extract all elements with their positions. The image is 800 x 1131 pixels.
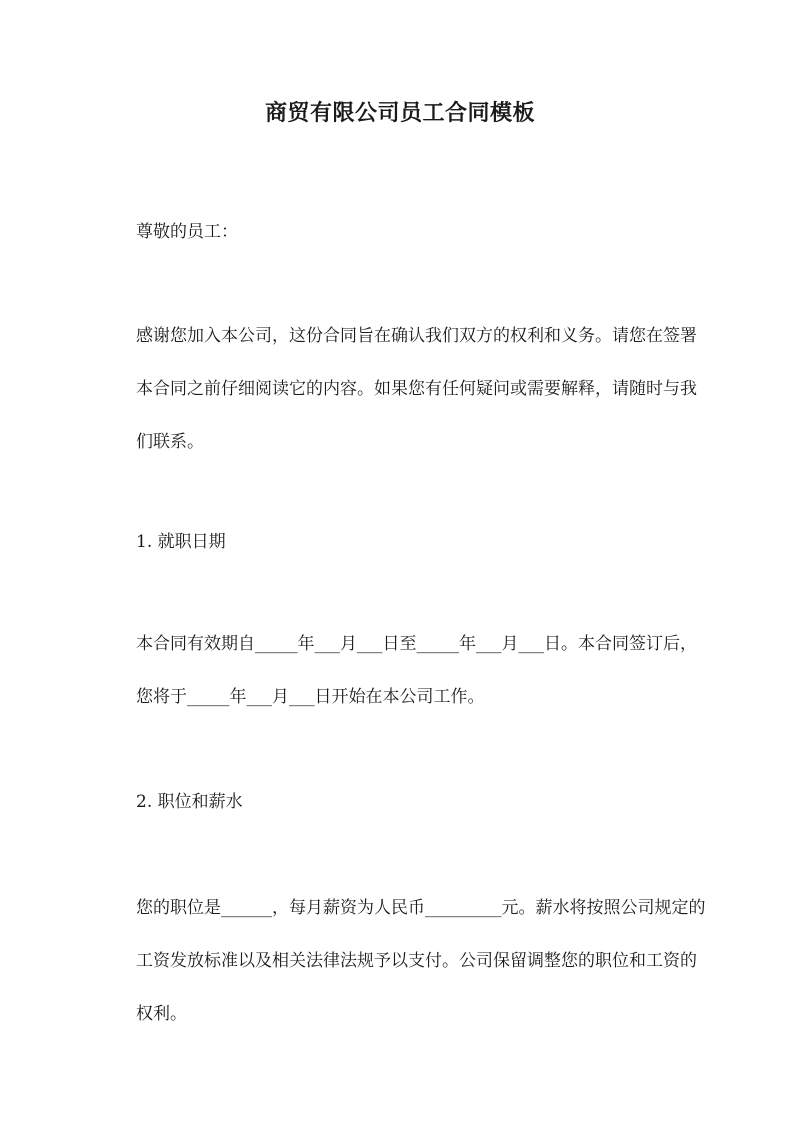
intro-paragraph: 感谢您加入本公司，这份合同旨在确认我们双方的权利和义务。请您在签署本合同之前仔细阅读它的内容。如果您有任何疑问或需要解释，请随时与我们联系。 [136,326,697,452]
section-body-start-date: 本合同有效期自_____年___月___日至_____年___月___日。本合同签订后，您将于_____年___月___日开始在本公司工作。 [136,634,697,707]
greeting: 尊敬的员工： [136,222,238,242]
section-heading-start-date: 1. 就职日期 [136,532,226,552]
section-body-position-salary: 您的职位是______，每月薪资为人民币_________元。薪水将按照公司规定的工资发放标准以及相关法律法规予以支付。公司保留调整您的职位和工资的权利。 [136,898,706,1024]
section-heading-position-salary: 2. 职位和薪水 [136,792,243,812]
document-title: 商贸有限公司员工合同模板 [264,100,535,126]
